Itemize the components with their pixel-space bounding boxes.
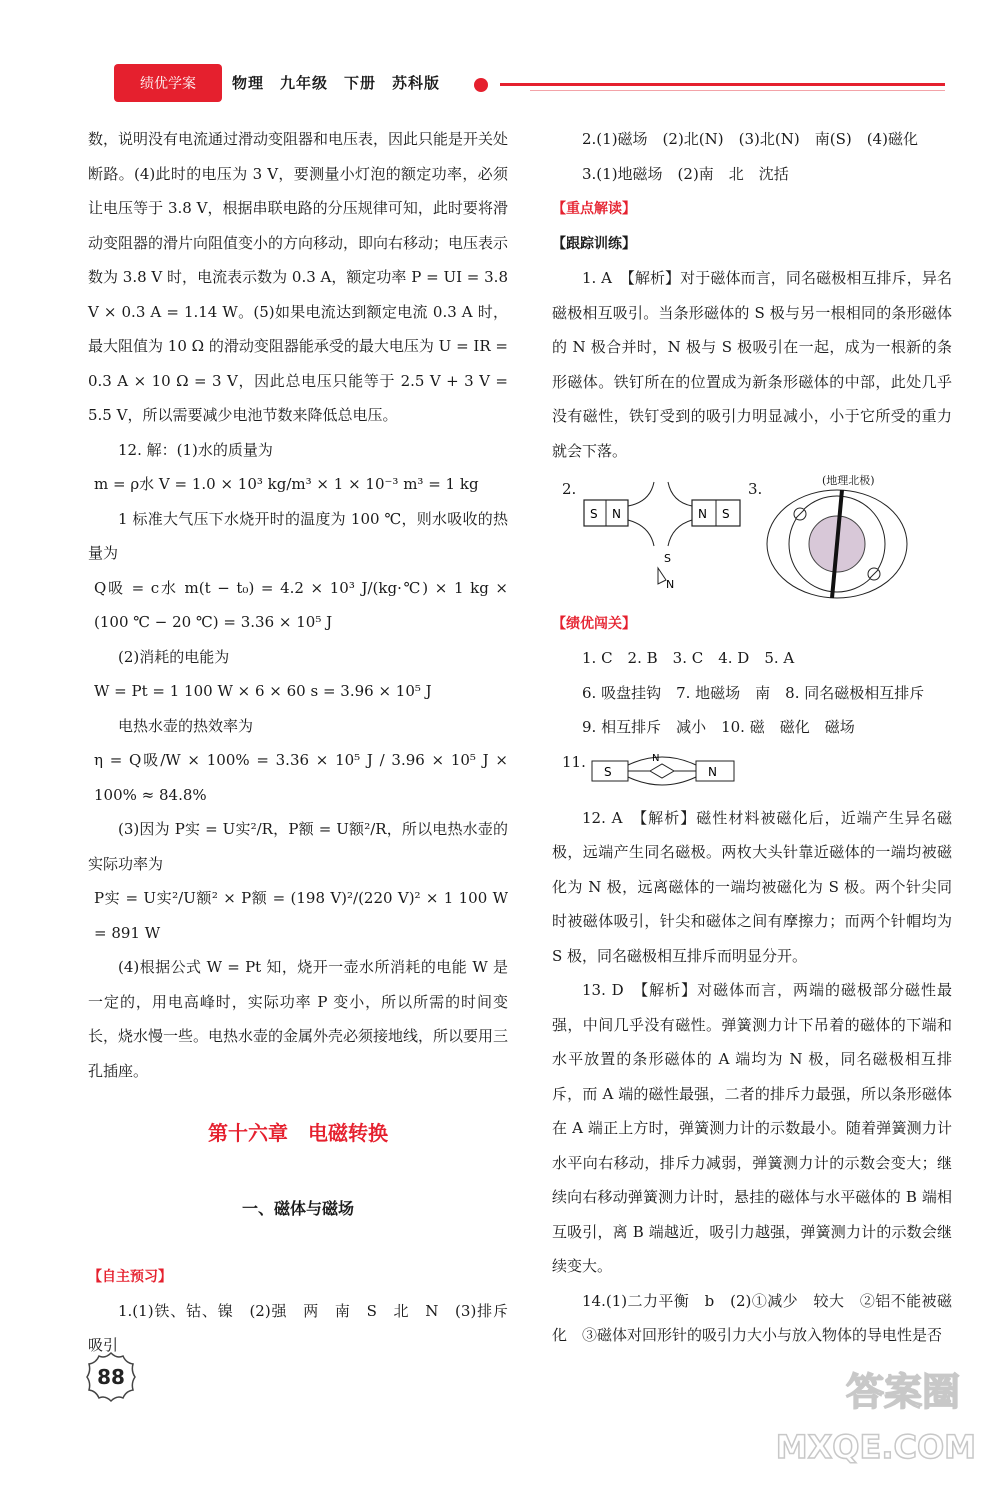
svg-text:S: S [722,507,730,521]
figures-2-3 [552,472,952,602]
right-column [552,122,952,1353]
boiling-text: 1 标准大气压下水烧开时的温度为 100 ℃，则水吸收的热量为 [88,509,508,562]
tag-self-preview: 【自主预习】 [88,1268,172,1285]
track-answer-1: 1. A 【解析】对于磁体而言，同名磁极相互排斥，异名磁极相互吸引。当条形磁体的 S 极与另一根相同的条形磁体的 N 极合并时，N 极与 S 极吸引在一起，成为一根新的条形磁体。铁钉所在的位置成为新条形磁体的中部，此处几乎没有磁性，铁钉受到的吸引力明显减小，小于它所受的重力就会下落。 [552,269,952,460]
tag-tracking: 【跟踪训练】 [552,236,636,252]
fig11-label: 11. [562,752,586,771]
q12-part3: (3)因为 P实 = U实²/R，P额 = U额²/R，所以电热水壶的实际功率为 [88,820,508,873]
excel-answer-12: 12. A 【解析】磁性材料被磁化后，近端产生异名磁极，远端产生同名磁极。两枚大头针靠近磁体的一端均被磁化为 N 极，远离磁体的一端均被磁化为 S 极。两个针尖同时被磁体吸引，针尖和磁体之间有摩擦力；而两个针帽均为 S 极，同名磁极相互排斥而明显分开。 [552,808,952,965]
fig3-label: 3. [748,480,763,498]
eq-heat: Q吸 = c水 m(t − t₀) = 4.2 × 10³ J/(kg·℃) × 1 kg × (100 ℃ − 20 ℃) = 3.36 × 10⁵ J [94,578,508,631]
watermark-text: 答案圈 [845,1370,960,1414]
excel-answers-1: 1. C 2. B 3. C 4. D 5. A [582,649,795,667]
preview-answer-3: 3.(1)地磁场 (2)南 北 沈括 [582,164,789,183]
fig3-caption: (地理北极) [822,474,875,487]
eq-efficiency: η = Q吸/W × 100% = 3.36 × 10⁵ J / 3.96 × 10⁵ J × 100% ≈ 84.8% [94,751,508,804]
left-column [88,122,524,1363]
header-rule-thin [530,90,945,91]
svg-text:S: S [590,507,598,521]
watermark-url: MXQE.COM [775,1428,976,1466]
tag-key-points: 【重点解读】 [552,201,636,217]
header-rule [500,83,945,86]
svg-text:S: S [664,552,671,565]
excel-answers-2: 6. 吸盘挂钩 7. 地磁场 南 8. 同名磁极相互排斥 [582,683,925,702]
q12-part4: (4)根据公式 W = Pt 知，烧开一壶水所消耗的电能 W 是一定的，用电高峰时，实际功率 P 变小，所以所需的时间变长，烧水慢一些。电热水壶的金属外壳必须接地线，所以要用三孔插座。 [88,958,509,1080]
page-header [0,0,1000,120]
header-title: 物理 九年级 下册 苏科版 [232,74,441,92]
efficiency-intro: 电热水壶的热效率为 [118,716,254,735]
svg-text:N: N [698,507,707,521]
figure-11 [552,745,952,791]
preview-answer-2: 2.(1)磁场 (2)北(N) (3)北(N) 南(S) (4)磁化 [582,130,918,148]
excel-answers-3: 9. 相互排斥 减小 10. 磁 磁化 磁场 [582,718,855,736]
svg-text:N: N [652,752,660,764]
preview-answer-1: 1.(1)铁、钴、镍 (2)强 两 南 S 北 N (3)排斥 吸引 [88,1301,524,1354]
svg-text:N: N [612,507,621,521]
answer-11-continued: 数，说明没有电流通过滑动变阻器和电压表，因此只能是开关处断路。(4)此时的电压为 3 V，要测量小灯泡的额定功率，必须让电压等于 3.8 V，根据串联电路的分压规律可知，此时要将滑动变阻器的滑片向阻值变小的方向移动，即向右移动；电压表示数为 3.8 V 时，电流表示数为 0.3 A，额定功率 P = UI = 3.8 V × 0.3 A = 1.14 W。(5)如果电流达到额定电流 0.3 A 时，最大阻值为 10 Ω 的滑动变阻器能承受的最大电压为 U = IR = 0.3 A × 10 Ω = 3 V，因此总电压只能等于 2.5 V + 3 V = 5.5 V，所以需要减少电池节数来降低总电压。 [88,130,509,424]
header-dot [474,78,488,92]
section-title: 一、磁体与磁场 [241,1199,354,1218]
eq-power: P实 = U实²/U额² × P额 = (198 V)²/(220 V)² × 1 100 W = 891 W [94,889,508,942]
excel-answer-13: 13. D 【解析】对磁体而言，两端的磁极部分磁性最强，中间几乎没有磁性。弹簧测力计下吊着的磁体的下端和水平放置的条形磁体的 A 端均为 N 极，同名磁极相互排斥，而 A 端的磁性最强，二者的排斥力最强，所以条形磁体在 A 端正上方时，弹簧测力计的示数最小。随着弹簧测力计水平向右移动，排斥力减弱，弹簧测力计的示数会变大；继续向右移动弹簧测力计时，悬挂的磁体与水平磁体的 B 端相互吸引，离 B 端越近，吸引力越强，弹簧测力计的示数会继续变大。 [552,981,952,1275]
magnet-field-diagram [580,480,750,592]
svg-text:N: N [708,764,717,779]
earth-field-diagram [762,486,912,604]
brand-badge: 绩优学案 [114,64,222,102]
chapter-title: 第十六章 电磁转换 [208,1121,388,1145]
eq-mass: m = ρ水 V = 1.0 × 10³ kg/m³ × 1 × 10⁻³ m³ = 1 kg [94,475,479,493]
fig2-label: 2. [562,480,577,498]
svg-text:N: N [666,578,675,591]
excel-answer-14: 14.(1)二力平衡 b (2)①减少 较大 ②铝不能被磁化 ③磁体对回形针的吸引力大小与放入物体的导电性是否 [552,1291,952,1344]
q12-intro: 12. 解：(1)水的质量为 [118,440,273,459]
q12-part2: (2)消耗的电能为 [118,647,230,666]
svg-text:S: S [604,764,612,779]
needle-magnet-diagram [588,751,738,791]
tag-excel: 【绩优闯关】 [552,616,636,632]
eq-energy: W = Pt = 1 100 W × 6 × 60 s = 3.96 × 10⁵ J [94,682,432,700]
page-number: 88 [97,1365,125,1389]
